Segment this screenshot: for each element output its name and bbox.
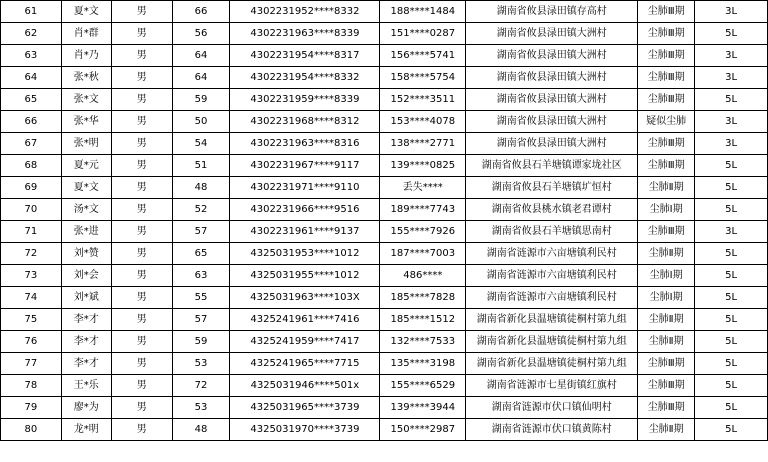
cell-id-number[interactable]: 4302231967****9117 (230, 155, 380, 177)
cell-volume[interactable]: 5L (695, 89, 768, 111)
cell-sex[interactable]: 男 (111, 397, 172, 419)
cell-phone[interactable]: 153****4078 (380, 111, 466, 133)
cell-age[interactable]: 59 (172, 331, 230, 353)
cell-volume[interactable]: 3L (695, 221, 768, 243)
cell-name[interactable]: 刘*会 (61, 265, 111, 287)
cell-phone[interactable]: 138****2771 (380, 133, 466, 155)
cell-phone[interactable]: 156****5741 (380, 45, 466, 67)
cell-name[interactable]: 张*华 (61, 111, 111, 133)
cell-phone[interactable]: 189****7743 (380, 199, 466, 221)
cell-stage[interactable]: 尘肺Ⅱ期 (638, 177, 695, 199)
table-row (1, 199, 768, 221)
table-row (1, 133, 768, 155)
cell-address[interactable]: 湖南省攸县渌田镇大洲村 (466, 89, 638, 111)
cell-age[interactable]: 72 (172, 375, 230, 397)
cell-number[interactable]: 70 (1, 199, 62, 221)
cell-number[interactable]: 77 (1, 353, 62, 375)
cell-age[interactable]: 65 (172, 243, 230, 265)
table-row (1, 265, 768, 287)
cell-name[interactable]: 李*才 (61, 309, 111, 331)
cell-stage[interactable]: 尘肺Ⅲ期 (638, 45, 695, 67)
cell-stage[interactable]: 尘肺Ⅰ期 (638, 199, 695, 221)
cell-age[interactable]: 51 (172, 155, 230, 177)
cell-number[interactable]: 78 (1, 375, 62, 397)
cell-sex[interactable]: 男 (111, 1, 172, 23)
cell-volume[interactable]: 5L (695, 177, 768, 199)
cell-stage[interactable]: 尘肺Ⅱ期 (638, 243, 695, 265)
cell-id-number[interactable]: 4325241965****7715 (230, 353, 380, 375)
cell-id-number[interactable]: 4325241961****7416 (230, 309, 380, 331)
cell-age[interactable]: 56 (172, 23, 230, 45)
cell-volume[interactable]: 5L (695, 287, 768, 309)
cell-name[interactable]: 王*乐 (61, 375, 111, 397)
cell-id-number[interactable]: 4302231966****9516 (230, 199, 380, 221)
cell-age[interactable]: 50 (172, 111, 230, 133)
cell-age[interactable]: 53 (172, 397, 230, 419)
cell-age[interactable]: 48 (172, 177, 230, 199)
cell-age[interactable]: 52 (172, 199, 230, 221)
cell-volume[interactable]: 5L (695, 353, 768, 375)
cell-id-number[interactable]: 4325031970****3739 (230, 419, 380, 441)
cell-age[interactable]: 63 (172, 265, 230, 287)
cell-address[interactable]: 湖南省攸县石羊塘镇圹恒村 (466, 177, 638, 199)
cell-number[interactable]: 66 (1, 111, 62, 133)
cell-name[interactable]: 夏*元 (61, 155, 111, 177)
cell-name[interactable]: 肖*群 (61, 23, 111, 45)
cell-volume[interactable]: 5L (695, 309, 768, 331)
cell-phone[interactable]: 185****1512 (380, 309, 466, 331)
cell-id-number[interactable]: 4302231968****8312 (230, 111, 380, 133)
cell-sex[interactable]: 男 (111, 243, 172, 265)
cell-phone[interactable]: 158****5754 (380, 67, 466, 89)
cell-age[interactable]: 66 (172, 1, 230, 23)
table-row (1, 1, 768, 23)
cell-id-number[interactable]: 4325031963****103X (230, 287, 380, 309)
cell-phone[interactable]: 187****7003 (380, 243, 466, 265)
table-row (1, 419, 768, 441)
cell-volume[interactable]: 5L (695, 155, 768, 177)
cell-name[interactable]: 李*才 (61, 331, 111, 353)
cell-name[interactable]: 汤*文 (61, 199, 111, 221)
cell-address[interactable]: 湖南省涟源市七星街镇红旗村 (466, 375, 638, 397)
cell-number[interactable]: 65 (1, 89, 62, 111)
cell-age[interactable]: 57 (172, 309, 230, 331)
cell-sex[interactable]: 男 (111, 375, 172, 397)
table-row (1, 177, 768, 199)
cell-id-number[interactable]: 4302231963****8339 (230, 23, 380, 45)
cell-age[interactable]: 54 (172, 133, 230, 155)
cell-address[interactable]: 湖南省涟源市六亩塘镇利民村 (466, 243, 638, 265)
cell-number[interactable]: 62 (1, 23, 62, 45)
cell-phone[interactable]: 151****0287 (380, 23, 466, 45)
cell-phone[interactable]: 135****3198 (380, 353, 466, 375)
cell-name[interactable]: 肖*乃 (61, 45, 111, 67)
cell-age[interactable]: 55 (172, 287, 230, 309)
cell-phone[interactable]: 132****7533 (380, 331, 466, 353)
table-row (1, 111, 768, 133)
cell-stage[interactable]: 尘肺Ⅲ期 (638, 375, 695, 397)
table-row (1, 23, 768, 45)
cell-stage[interactable]: 尘肺Ⅱ期 (638, 419, 695, 441)
cell-sex[interactable]: 男 (111, 221, 172, 243)
cell-id-number[interactable]: 4302231963****8316 (230, 133, 380, 155)
cell-phone[interactable]: 486**** (380, 265, 466, 287)
table-row (1, 287, 768, 309)
cell-number[interactable]: 71 (1, 221, 62, 243)
cell-name[interactable]: 李*才 (61, 353, 111, 375)
cell-number[interactable]: 61 (1, 1, 62, 23)
cell-sex[interactable]: 男 (111, 177, 172, 199)
cell-phone[interactable]: 188****1484 (380, 1, 466, 23)
cell-stage[interactable]: 尘肺Ⅲ期 (638, 133, 695, 155)
cell-id-number[interactable]: 4325031946****501x (230, 375, 380, 397)
cell-phone[interactable]: 152****3511 (380, 89, 466, 111)
cell-name[interactable]: 龙*明 (61, 419, 111, 441)
cell-number[interactable]: 75 (1, 309, 62, 331)
cell-sex[interactable]: 男 (111, 89, 172, 111)
cell-name[interactable]: 刘*赞 (61, 243, 111, 265)
cell-address[interactable]: 湖南省攸县渌田镇存高村 (466, 1, 638, 23)
cell-volume[interactable]: 3L (695, 45, 768, 67)
cell-sex[interactable]: 男 (111, 265, 172, 287)
cell-address[interactable]: 湖南省新化县温塘镇徒桐村第九组 (466, 309, 638, 331)
table-row (1, 375, 768, 397)
cell-volume[interactable]: 5L (695, 265, 768, 287)
cell-phone[interactable]: 155****7926 (380, 221, 466, 243)
cell-stage[interactable]: 尘肺Ⅲ期 (638, 67, 695, 89)
table-row (1, 221, 768, 243)
cell-address[interactable]: 湖南省涟源市伏口镇仙明村 (466, 397, 638, 419)
cell-address[interactable]: 湖南省新化县温塘镇徒桐村第九组 (466, 353, 638, 375)
table-row (1, 331, 768, 353)
cell-sex[interactable]: 男 (111, 419, 172, 441)
table-body (1, 1, 768, 441)
cell-phone[interactable]: 155****6529 (380, 375, 466, 397)
cell-number[interactable]: 63 (1, 45, 62, 67)
cell-number[interactable]: 68 (1, 155, 62, 177)
cell-volume[interactable]: 5L (695, 419, 768, 441)
cell-stage[interactable]: 尘肺Ⅲ期 (638, 155, 695, 177)
cell-volume[interactable]: 5L (695, 23, 768, 45)
cell-sex[interactable]: 男 (111, 67, 172, 89)
cell-stage[interactable]: 尘肺Ⅲ期 (638, 221, 695, 243)
cell-id-number[interactable]: 4325031953****1012 (230, 243, 380, 265)
cell-volume[interactable]: 5L (695, 375, 768, 397)
table-row (1, 353, 768, 375)
cell-sex[interactable]: 男 (111, 155, 172, 177)
cell-number[interactable]: 69 (1, 177, 62, 199)
cell-phone[interactable]: 185****7828 (380, 287, 466, 309)
cell-number[interactable]: 80 (1, 419, 62, 441)
table-row (1, 243, 768, 265)
cell-address[interactable]: 湖南省攸县石羊塘镇谭家垅社区 (466, 155, 638, 177)
cell-volume[interactable]: 3L (695, 111, 768, 133)
cell-age[interactable]: 57 (172, 221, 230, 243)
cell-name[interactable]: 刘*斌 (61, 287, 111, 309)
cell-address[interactable]: 湖南省攸县石羊塘镇思南村 (466, 221, 638, 243)
cell-number[interactable]: 67 (1, 133, 62, 155)
cell-name[interactable]: 张*明 (61, 133, 111, 155)
cell-phone[interactable]: 139****0825 (380, 155, 466, 177)
cell-id-number[interactable]: 4325031965****3739 (230, 397, 380, 419)
cell-id-number[interactable]: 4302231961****9137 (230, 221, 380, 243)
cell-volume[interactable]: 3L (695, 133, 768, 155)
cell-sex[interactable]: 男 (111, 133, 172, 155)
cell-stage[interactable]: 尘肺Ⅲ期 (638, 353, 695, 375)
cell-stage[interactable]: 疑似尘肺 (638, 111, 695, 133)
table-row (1, 397, 768, 419)
cell-sex[interactable]: 男 (111, 199, 172, 221)
cell-address[interactable]: 湖南省新化县温塘镇徒桐村第九组 (466, 331, 638, 353)
cell-id-number[interactable]: 4302231952****8332 (230, 1, 380, 23)
cell-address[interactable]: 湖南省攸县渌田镇大洲村 (466, 111, 638, 133)
cell-sex[interactable]: 男 (111, 287, 172, 309)
cell-name[interactable]: 张*秋 (61, 67, 111, 89)
cell-number[interactable]: 72 (1, 243, 62, 265)
cell-stage[interactable]: 尘肺Ⅰ期 (638, 265, 695, 287)
table-row (1, 89, 768, 111)
cell-number[interactable]: 74 (1, 287, 62, 309)
cell-stage[interactable]: 尘肺Ⅰ期 (638, 287, 695, 309)
cell-address[interactable]: 湖南省攸县渌田镇大洲村 (466, 23, 638, 45)
cell-name[interactable]: 廖*为 (61, 397, 111, 419)
cell-number[interactable]: 79 (1, 397, 62, 419)
cell-address[interactable]: 湖南省涟源市六亩塘镇利民村 (466, 287, 638, 309)
cell-sex[interactable]: 男 (111, 331, 172, 353)
table-row (1, 67, 768, 89)
cell-id-number[interactable]: 4302231971****9110 (230, 177, 380, 199)
cell-stage[interactable]: 尘肺Ⅲ期 (638, 1, 695, 23)
table-row (1, 45, 768, 67)
cell-volume[interactable]: 5L (695, 199, 768, 221)
cell-number[interactable]: 64 (1, 67, 62, 89)
cell-address[interactable]: 湖南省攸县渌田镇大洲村 (466, 45, 638, 67)
cell-age[interactable]: 64 (172, 67, 230, 89)
cell-id-number[interactable]: 4325031955****1012 (230, 265, 380, 287)
cell-age[interactable]: 53 (172, 353, 230, 375)
cell-volume[interactable]: 3L (695, 1, 768, 23)
table-row (1, 155, 768, 177)
cell-name[interactable]: 张*文 (61, 89, 111, 111)
cell-name[interactable]: 张*进 (61, 221, 111, 243)
cell-sex[interactable]: 男 (111, 45, 172, 67)
cell-name[interactable]: 夏*文 (61, 177, 111, 199)
cell-stage[interactable]: 尘肺Ⅲ期 (638, 397, 695, 419)
cell-name[interactable]: 夏*文 (61, 1, 111, 23)
cell-phone[interactable]: 150****2987 (380, 419, 466, 441)
cell-volume[interactable]: 5L (695, 397, 768, 419)
cell-age[interactable]: 64 (172, 45, 230, 67)
cell-sex[interactable]: 男 (111, 111, 172, 133)
cell-sex[interactable]: 男 (111, 23, 172, 45)
cell-stage[interactable]: 尘肺Ⅲ期 (638, 23, 695, 45)
cell-volume[interactable]: 5L (695, 243, 768, 265)
cell-number[interactable]: 73 (1, 265, 62, 287)
cell-address[interactable]: 湖南省攸县桃水镇老君谭村 (466, 199, 638, 221)
cell-id-number[interactable]: 4302231954****8317 (230, 45, 380, 67)
cell-age[interactable]: 59 (172, 89, 230, 111)
cell-address[interactable]: 湖南省涟源市伏口镇黄陈村 (466, 419, 638, 441)
table-row (1, 309, 768, 331)
cell-address[interactable]: 湖南省攸县渌田镇大洲村 (466, 67, 638, 89)
cell-sex[interactable]: 男 (111, 353, 172, 375)
cell-volume[interactable]: 3L (695, 67, 768, 89)
cell-number[interactable]: 76 (1, 331, 62, 353)
cell-id-number[interactable]: 4325241959****7417 (230, 331, 380, 353)
cell-id-number[interactable]: 4302231954****8332 (230, 67, 380, 89)
cell-address[interactable]: 湖南省攸县渌田镇大洲村 (466, 133, 638, 155)
cell-stage[interactable]: 尘肺Ⅲ期 (638, 89, 695, 111)
cell-phone[interactable]: 139****3944 (380, 397, 466, 419)
cell-sex[interactable]: 男 (111, 309, 172, 331)
cell-address[interactable]: 湖南省涟源市六亩塘镇利民村 (466, 265, 638, 287)
cell-id-number[interactable]: 4302231959****8339 (230, 89, 380, 111)
cell-age[interactable]: 48 (172, 419, 230, 441)
cell-volume[interactable]: 5L (695, 331, 768, 353)
cell-stage[interactable]: 尘肺Ⅱ期 (638, 309, 695, 331)
cell-phone[interactable]: 丢失**** (380, 177, 466, 199)
cell-stage[interactable]: 尘肺Ⅱ期 (638, 331, 695, 353)
